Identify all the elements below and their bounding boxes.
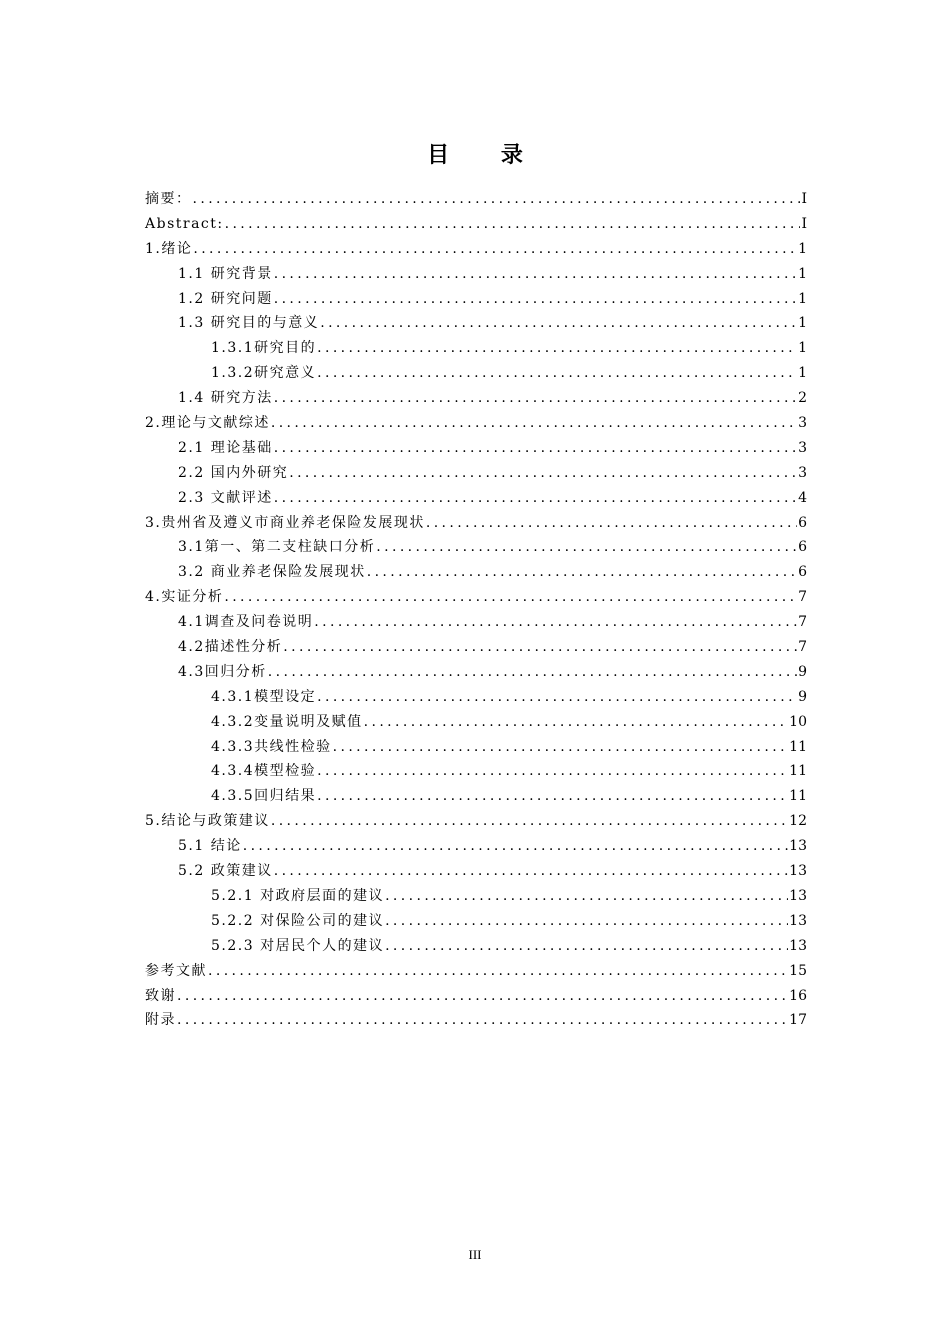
toc-entry-label: 4.3.5回归结果: [211, 788, 317, 805]
toc-entry-page: 6: [798, 539, 807, 556]
dot-leader: [193, 187, 801, 212]
dot-leader: [274, 859, 788, 884]
toc-entry-label: 2.理论与文献综述: [145, 415, 270, 432]
toc-entry-label: 3.1第一、第二支柱缺口分析: [178, 539, 376, 556]
toc-entry-page: 12: [789, 813, 807, 830]
dot-leader: [283, 635, 797, 660]
toc-entry-label: 4.1调查及问卷说明: [178, 614, 314, 631]
toc-title: 目 录: [427, 141, 545, 168]
toc-entry-label: 5.2.1 对政府层面的建议: [211, 887, 385, 904]
toc-entry-page: I: [801, 215, 807, 232]
dot-leader: [317, 685, 797, 710]
dot-leader: [376, 535, 797, 560]
toc-entry[interactable]: [145, 959, 807, 984]
toc-entry[interactable]: [145, 436, 807, 461]
toc-entry[interactable]: [145, 361, 807, 386]
toc-entry-page: 6: [798, 514, 807, 531]
dot-leader: [320, 311, 797, 336]
toc-entry[interactable]: [145, 934, 807, 959]
toc-entry-page: 4: [798, 489, 807, 506]
toc-entry-page: 7: [798, 639, 807, 656]
toc-entry-label: 4.3.2变量说明及赋值: [211, 713, 363, 730]
toc-entry[interactable]: [145, 262, 807, 287]
toc-entry-page: 11: [789, 763, 807, 780]
toc-entry-label: 1.2 研究问题: [178, 290, 273, 307]
dot-leader: [224, 585, 797, 610]
page-number: III: [468, 1247, 482, 1262]
dot-leader: [367, 560, 797, 585]
toc-entry[interactable]: [145, 884, 807, 909]
toc-entry[interactable]: [145, 212, 807, 237]
toc-entry[interactable]: [145, 1008, 807, 1033]
dot-leader: [274, 386, 797, 411]
dot-leader: [385, 934, 788, 959]
toc-entry[interactable]: [145, 685, 807, 710]
toc-entry[interactable]: [145, 759, 807, 784]
toc-entry-page: 13: [789, 937, 807, 954]
dot-leader: [268, 660, 797, 685]
toc-entry[interactable]: [145, 984, 807, 1009]
toc-entry[interactable]: [145, 461, 807, 486]
toc-entry[interactable]: [145, 610, 807, 635]
toc-entry-page: 13: [789, 887, 807, 904]
dot-leader: [177, 1008, 788, 1033]
toc-entry-label: 致谢: [145, 987, 176, 1004]
toc-entry[interactable]: [145, 784, 807, 809]
dot-leader: [274, 486, 797, 511]
toc-entry-page: 17: [789, 1012, 807, 1029]
toc-entry-page: 1: [798, 365, 807, 382]
toc-entry-page: 16: [789, 987, 807, 1004]
dot-leader: [289, 461, 797, 486]
toc-entry-page: 11: [789, 788, 807, 805]
toc-entry-label: 5.2 政策建议: [178, 863, 273, 880]
toc-entry-label: 4.3.4模型检验: [211, 763, 317, 780]
toc-entry-label: 4.3回归分析: [178, 663, 267, 680]
toc-entry[interactable]: [145, 187, 807, 212]
toc-entry-page: 1: [798, 340, 807, 357]
toc-entry-label: 1.绪论: [145, 240, 193, 257]
dot-leader: [208, 959, 788, 984]
toc-entry-label: 1.4 研究方法: [178, 390, 273, 407]
dot-leader: [274, 436, 797, 461]
dot-leader: [317, 336, 797, 361]
toc-entry[interactable]: [145, 635, 807, 660]
toc-entry[interactable]: [145, 809, 807, 834]
dot-leader: [317, 759, 788, 784]
dot-leader: [225, 212, 801, 237]
dot-leader: [177, 984, 788, 1009]
toc-entry-page: 1: [798, 290, 807, 307]
toc-entry[interactable]: [145, 386, 807, 411]
toc-entry-label: 5.2.3 对居民个人的建议: [211, 937, 385, 954]
toc-entry-page: I: [801, 191, 807, 207]
toc-entry-label: 4.2描述性分析: [178, 639, 283, 656]
toc-entry[interactable]: [145, 560, 807, 585]
toc-entry-page: 13: [789, 838, 807, 855]
toc-entry[interactable]: [145, 237, 807, 262]
toc-entry[interactable]: [145, 735, 807, 760]
toc-entry-page: 11: [789, 738, 807, 755]
toc-entry-label: 5.2.2 对保险公司的建议: [211, 912, 385, 929]
toc-entry-page: 3: [798, 415, 807, 432]
toc-entry-page: 13: [789, 863, 807, 880]
toc-entry-label: Abstract:: [145, 215, 224, 232]
toc-entry-page: 6: [798, 564, 807, 581]
dot-leader: [364, 710, 789, 735]
toc-entry[interactable]: [145, 909, 807, 934]
toc-entry[interactable]: [145, 585, 807, 610]
toc-entry[interactable]: [145, 535, 807, 560]
dot-leader: [271, 411, 797, 436]
toc-entry[interactable]: [145, 834, 807, 859]
toc-entry-page: 9: [798, 663, 807, 680]
dot-leader: [333, 735, 789, 760]
dot-leader: [274, 287, 797, 312]
toc-entry-label: 2.1 理论基础: [178, 439, 273, 456]
toc-entry-page: 15: [789, 962, 807, 979]
dot-leader: [274, 262, 797, 287]
toc-entry-page: 10: [789, 713, 807, 730]
toc-entry-page: 7: [798, 589, 807, 606]
toc-entry[interactable]: [145, 486, 807, 511]
toc-entry-page: 9: [798, 688, 807, 705]
dot-leader: [317, 361, 797, 386]
toc-entry-label: 3.贵州省及遵义市商业养老保险发展现状: [145, 514, 425, 531]
toc-entry-label: 1.3.1研究目的: [211, 340, 317, 357]
toc-entry[interactable]: [145, 336, 807, 361]
toc-entry-label: 1.1 研究背景: [178, 265, 273, 282]
dot-leader: [385, 884, 788, 909]
toc-entry[interactable]: [145, 287, 807, 312]
toc-entry-label: 4.3.1模型设定: [211, 688, 317, 705]
toc-entry-page: 1: [798, 240, 807, 257]
dot-leader: [385, 909, 788, 934]
dot-leader: [193, 237, 797, 262]
toc-entry-label: 1.3.2研究意义: [211, 365, 317, 382]
toc-entry-page: 3: [798, 439, 807, 456]
toc-entry-label: 附录: [145, 1012, 176, 1029]
toc-entry-page: 2: [798, 390, 807, 407]
toc-entry[interactable]: [145, 859, 807, 884]
toc-entry-page: 1: [798, 265, 807, 282]
dot-leader: [317, 784, 788, 809]
toc-entry[interactable]: [145, 311, 807, 336]
toc-entry-label: 4.3.3共线性检验: [211, 738, 332, 755]
toc-entry-label: 2.3 文献评述: [178, 489, 273, 506]
toc-entry-label: 5.结论与政策建议: [145, 813, 270, 830]
toc-entry-page: 7: [798, 614, 807, 631]
toc-entry-label: 3.2 商业养老保险发展现状: [178, 564, 366, 581]
dot-leader: [426, 511, 797, 536]
toc-entry[interactable]: [145, 411, 807, 436]
toc-entry[interactable]: [145, 660, 807, 685]
toc-entry[interactable]: [145, 710, 807, 735]
toc-entry-label: 参考文献: [145, 962, 207, 979]
toc-entry-label: 5.1 结论: [178, 838, 242, 855]
toc-entry-label: 2.2 国内外研究: [178, 464, 289, 481]
toc-entry-label: 摘要：: [145, 191, 192, 207]
toc-entry-page: 3: [798, 464, 807, 481]
toc-entry[interactable]: [145, 511, 807, 536]
toc-entry-label: 4.实证分析: [145, 589, 224, 606]
toc-entry-label: 1.3 研究目的与意义: [178, 315, 320, 332]
dot-leader: [271, 809, 788, 834]
table-of-contents: [145, 187, 807, 1033]
dot-leader: [243, 834, 788, 859]
toc-entry-page: 1: [798, 315, 807, 332]
toc-entry-page: 13: [789, 912, 807, 929]
dot-leader: [314, 610, 797, 635]
